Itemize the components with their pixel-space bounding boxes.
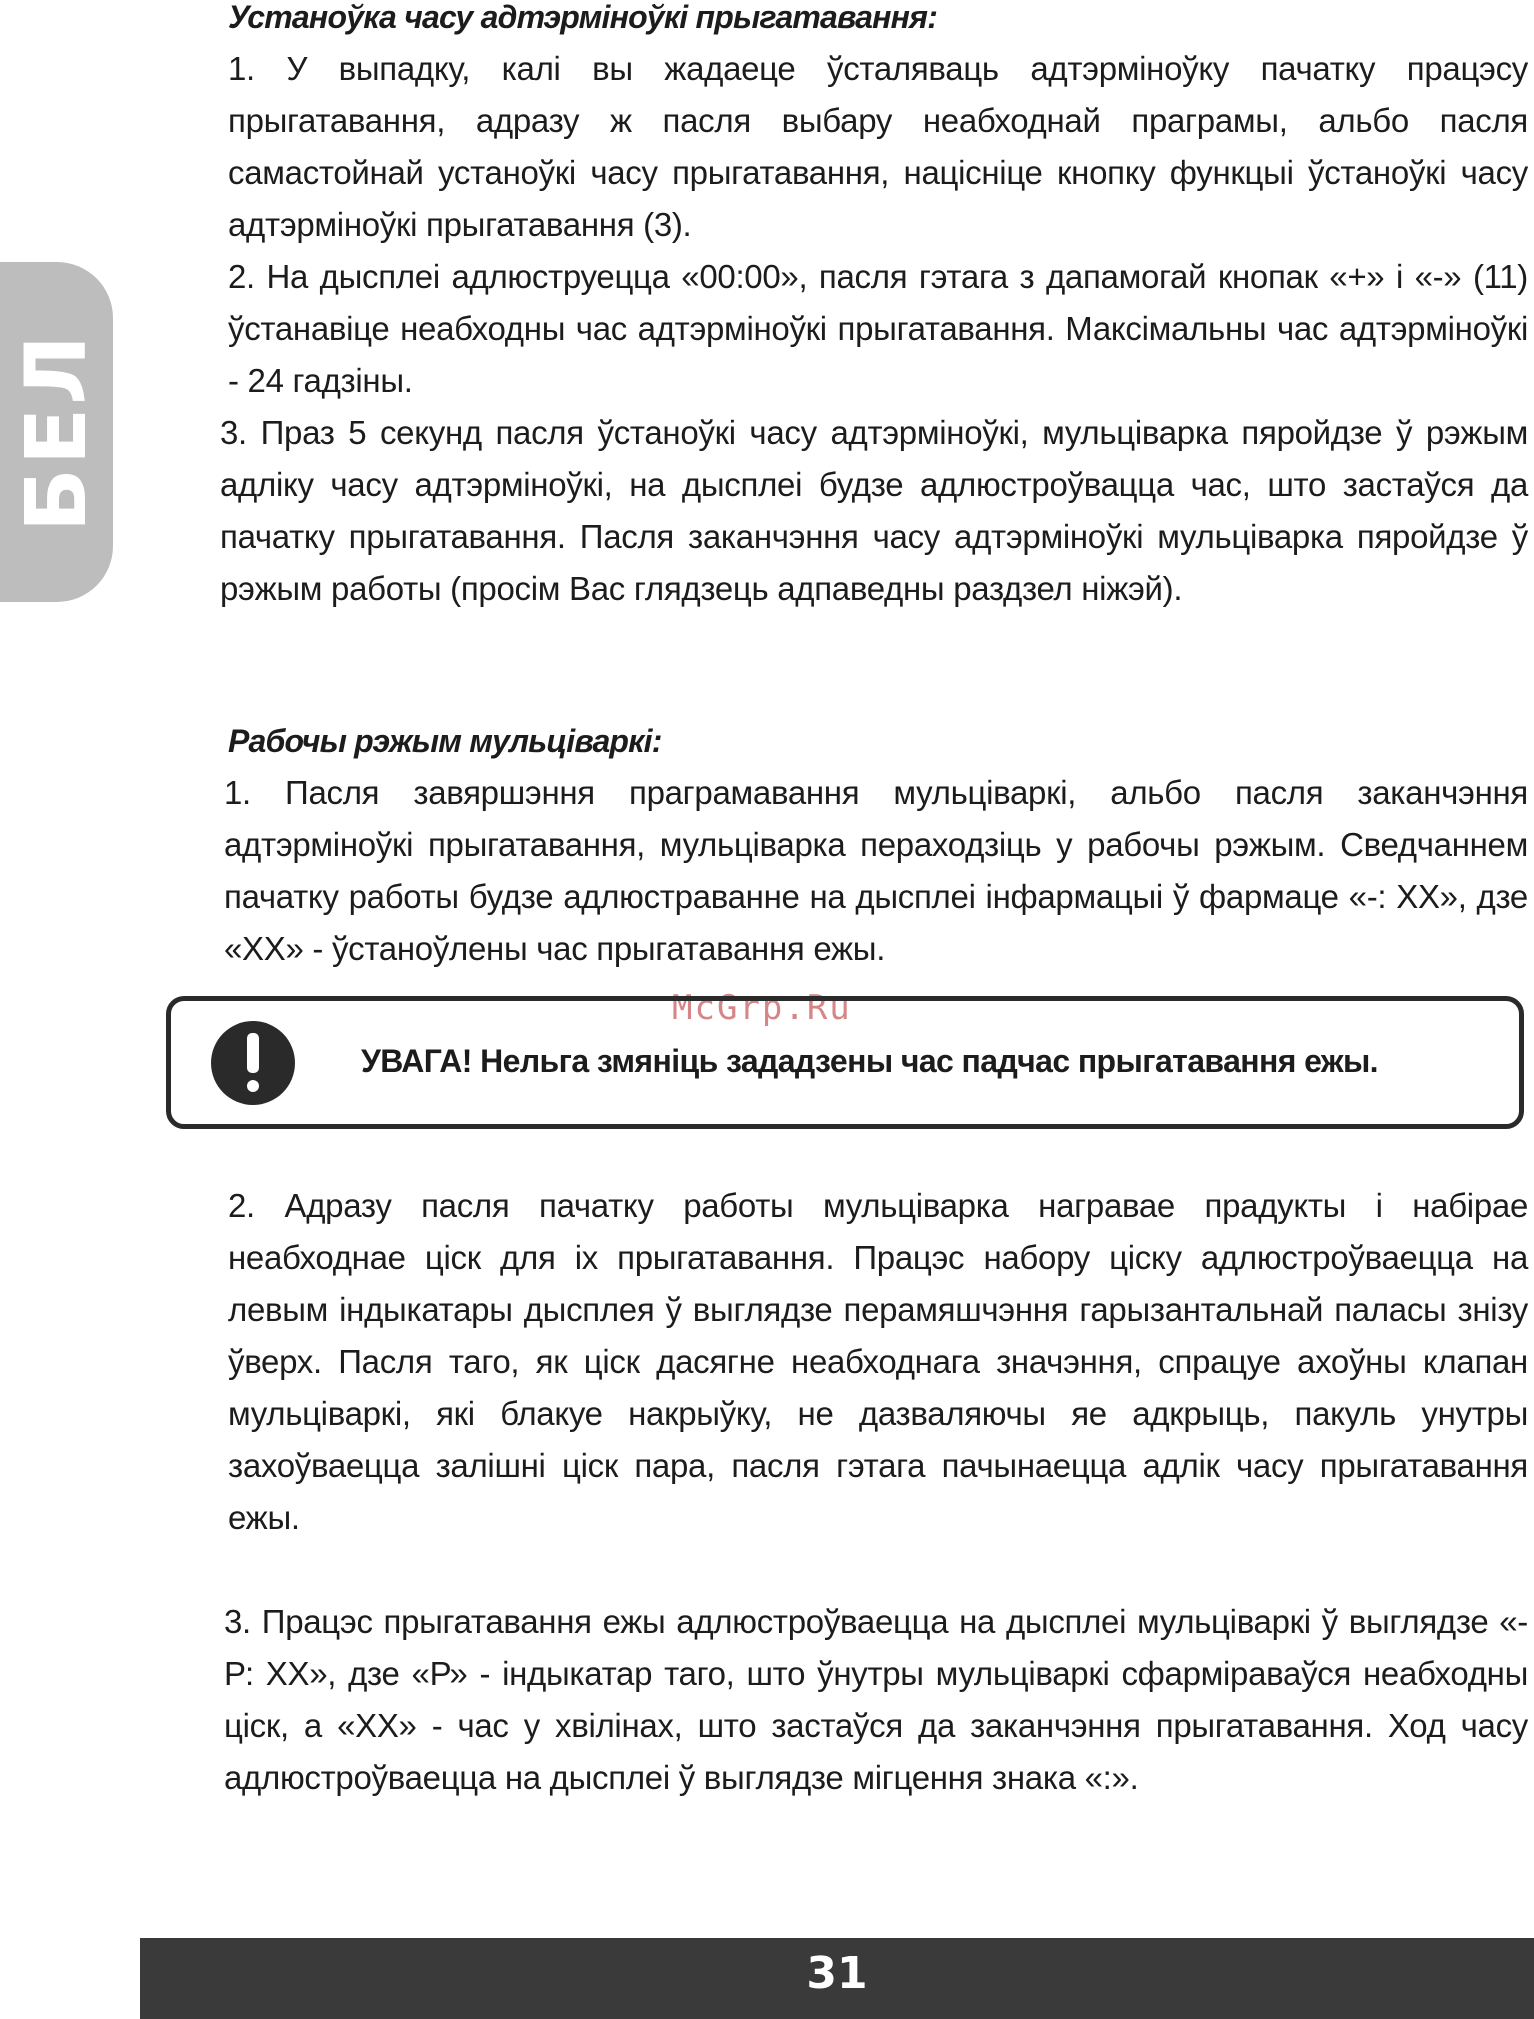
operating-step-2: 2. Адразу пасля пачатку работы мульціварка награвае прадукты і набірае неабходнае ціск для іх прыгатавання. Працэс набору ціску адлюстроўваецца на левым індыкатары дысплея ў выглядзе перамяшчэння гарызантальнай паласы знізу ўверх. Пасля таго, як ціск дасягне неабходнага значэння, спрацуе ахоўны клапан мульціваркі, які блакуе накрыўку, не дазваляючы яе адкрыць, пакуль унутры захоўваецца залішні ціск пара, пасля гэтага пачынаецца адлік часу прыгатавання ежы.	[228, 1187, 1528, 1536]
language-tab-label: БЕЛ	[7, 331, 105, 533]
warning-box	[166, 996, 1524, 1129]
operating-step-3: 3. Працэс прыгатавання ежы адлюстроўваецца на дысплеі мульціваркі ў выглядзе «-Р: XX», дзе «Р» - індыкатар таго, што ўнутры мульціваркі сфарміраваўся неабходны ціск, а «XX» - час у хвілінах, што застаўся да заканчэння прыгатавання. Ход часу адлюстроўваецца на дысплеі ў выглядзе мігцення знака «:».	[224, 1603, 1528, 1796]
section-heading-operating-mode: Рабочы рэжым мульціваркі:	[228, 723, 662, 759]
operating-step-1: 1. Пасля завяршэння праграмавання мульціваркі, альбо пасля заканчэння адтэрміноўкі прыгатавання, мульціварка пераходзіць у рабочы рэжым. Сведчаннем пачатку работы будзе адлюстраванне на дысплеі інфармацыі ў фармаце «-: XX», дзе «XX» - ўстаноўлены час прыгатавання ежы.	[224, 774, 1528, 967]
delay-step-1: 1. У выпадку, калі вы жадаеце ўсталяваць адтэрміноўку пачатку працэсу прыгатавання, адразу ж пасля выбару неабходнай праграмы, альбо пасля самастойнай устаноўкі часу прыгатавання, націсніце кнопку функцыі ўстаноўкі часу адтэрміноўкі прыгатавання (3).	[228, 50, 1528, 243]
page-number: 31	[806, 1948, 868, 1999]
section-heading-delay: Устаноўка часу адтэрміноўкі прыгатавання:	[228, 0, 938, 35]
footer-bar	[140, 1938, 1534, 2019]
delay-step-2: 2. На дысплеі адлюструецца «00:00», пасля гэтага з дапамогай кнопак «+» і «-» (11) ўстанавіце неабходны час адтэрміноўкі прыгатавання. Максімальны час адтэрміноўкі - 24 гадзіны.	[228, 258, 1528, 399]
language-tab	[0, 262, 113, 602]
delay-step-3: 3. Праз 5 секунд пасля ўстаноўкі часу адтэрміноўкі, мульціварка пяройдзе ў рэжым адліку часу адтэрміноўкі, на дысплеі будзе адлюстроўвацца час, што застаўся да пачатку прыгатавання. Пасля заканчэння часу адтэрміноўкі мульціварка пяройдзе ў рэжым работы (просім Вас глядзець адпаведны раздзел ніжэй).	[220, 414, 1528, 607]
watermark: McGrp.Ru	[672, 988, 852, 1028]
warning-text: УВАГА! Нельга змяніць зададзены час падчас прыгатавання ежы.	[361, 1043, 1378, 1079]
exclamation-icon	[211, 1021, 295, 1105]
